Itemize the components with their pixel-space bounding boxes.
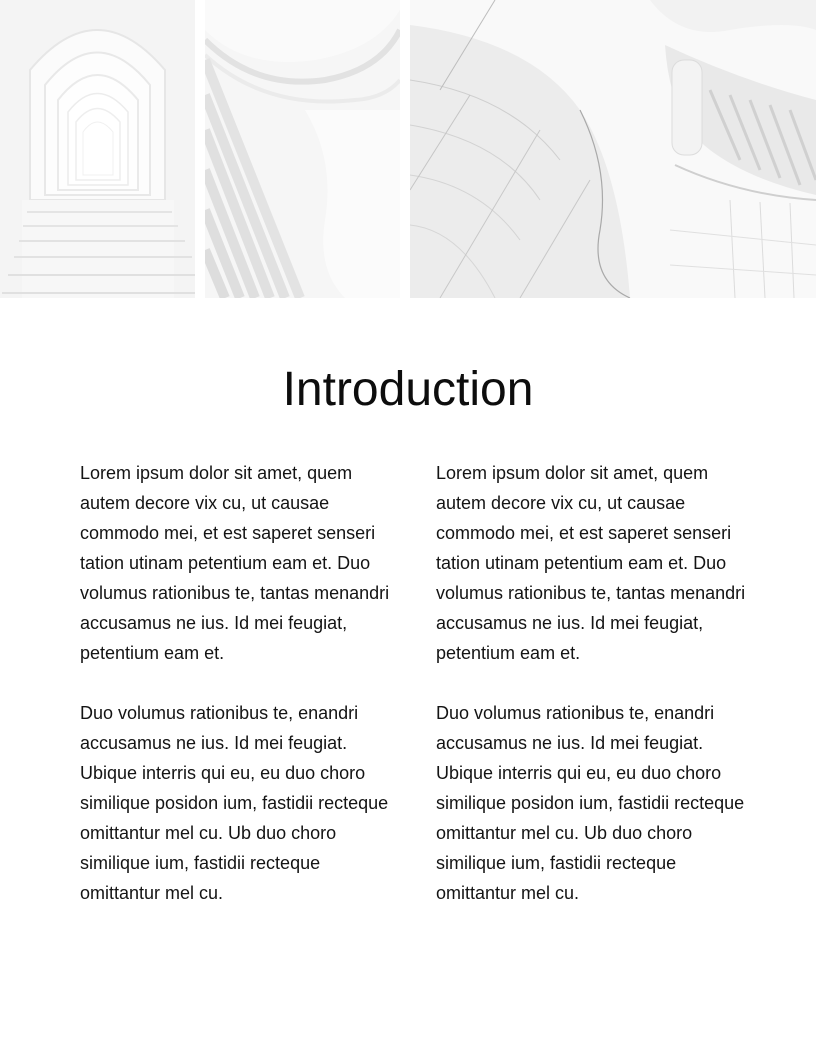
page-title: Introduction: [282, 363, 534, 416]
arched-corridor-stairs-image: [0, 0, 195, 298]
paragraph: Duo volumus rationibus te, enandri accusamus ne ius. Id mei feugiat. Ubique interris qui eu, eu duo choro similique posidon ium, fastidii recteque omittantur mel cu. Ub duo choro similique ium, fastidii recteque omittantur mel cu.: [436, 703, 745, 903]
white-tiled-curved-building-image: [410, 0, 816, 298]
white-tiled-curved-building-photo: [410, 0, 816, 298]
curved-white-architecture-image: [205, 0, 400, 298]
text-column-right: [436, 458, 746, 938]
arched-corridor-stairs-photo: [0, 0, 195, 298]
text-column-left: [80, 458, 390, 938]
paragraph: Lorem ipsum dolor sit amet, quem autem decore vix cu, ut causae commodo mei, et est saperet senseri tation utinam petentium eam et. Duo volumus rationibus te, tantas menandri accusamus ne ius. Id mei feugiat, petentium eam et.: [436, 463, 746, 663]
paragraph: Lorem ipsum dolor sit amet, quem autem decore vix cu, ut causae commodo mei, et est saperet senseri tation utinam petentium eam et. Duo volumus rationibus te, tantas menandri accusamus ne ius. Id mei feugiat, petentium eam et.: [80, 463, 390, 663]
curved-white-architecture-photo: [205, 0, 400, 298]
paragraph: Duo volumus rationibus te, enandri accusamus ne ius. Id mei feugiat. Ubique interris qui eu, eu duo choro similique posidon ium, fastidii recteque omittantur mel cu. Ub duo choro similique ium, fastidii recteque omittantur mel cu.: [80, 703, 389, 903]
